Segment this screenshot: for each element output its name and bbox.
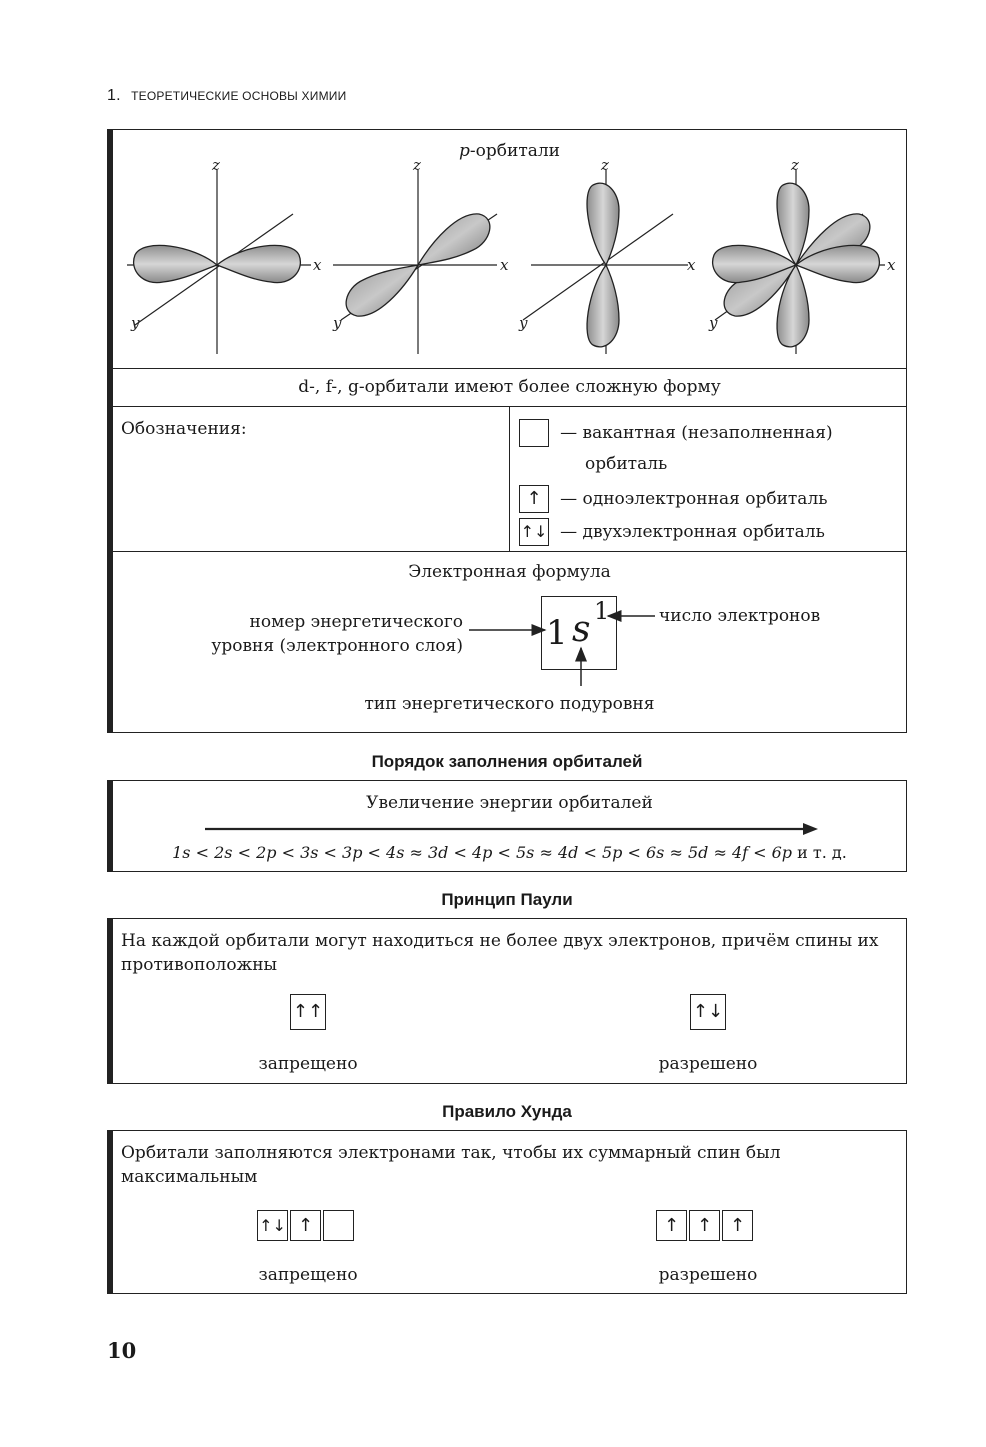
filling-heading: Порядок заполнения орбиталей (371, 752, 643, 771)
hund-forbidden-box: ↑↓ (257, 1210, 288, 1241)
filling-subtitle: Увеличение энергии орбиталей (366, 793, 653, 813)
pauli-allowed-box: ↑↓ (690, 994, 726, 1030)
page-number: 10 (107, 1338, 137, 1363)
axis-z-label: z (212, 156, 220, 174)
pauli-heading: Принцип Паули (441, 890, 573, 909)
axis-x-label: x (687, 256, 696, 274)
formula-coefficient: 1 (546, 613, 568, 653)
axis-y-label: y (333, 314, 342, 332)
hund-heading: Правило Хунда (442, 1102, 572, 1121)
formula-superscript: 1 (594, 597, 610, 625)
hund-panel (107, 1130, 907, 1294)
hund-allowed-boxes (656, 1210, 753, 1241)
formula-row (113, 552, 906, 731)
hund-allowed-box: ↑ (689, 1210, 720, 1241)
legend-divider (509, 407, 510, 551)
energy-arrow (113, 819, 905, 839)
legend-row (113, 407, 906, 552)
pauli-forbidden-label: запрещено (258, 1054, 358, 1074)
hund-forbidden-box: ↑ (290, 1210, 321, 1241)
hund-allowed-label: разрешено (658, 1265, 758, 1285)
legend-label: Обозначения: (121, 419, 247, 439)
count-label: число электронов (659, 606, 821, 626)
axis-x-label: x (887, 256, 896, 274)
filling-suffix: и т. д. (797, 843, 847, 862)
filling-sequence-line (113, 843, 906, 862)
chapter-number: 1. (107, 87, 121, 104)
legend-list (519, 419, 899, 551)
formula-letter: s (572, 609, 591, 650)
vacant-text-cont: орбиталь (585, 454, 668, 474)
pauli-text: На каждой орбитали могут находиться не более двух электронов, причём спины их противоположны (121, 931, 879, 975)
vacant-orbital-box (519, 419, 549, 447)
pauli-panel (107, 918, 907, 1084)
axis-y-label: y (709, 314, 718, 332)
axis-z-label: z (791, 156, 799, 174)
vacant-text: — вакантная (незаполненная) (560, 422, 833, 443)
single-orbital-box: ↑ (519, 485, 549, 513)
axis-x-label: x (313, 256, 322, 274)
hund-forbidden-box (323, 1210, 354, 1241)
axis-z-label: z (413, 156, 421, 174)
running-head (107, 87, 346, 105)
orbitals-panel (107, 129, 907, 733)
hund-allowed-box: ↑ (656, 1210, 687, 1241)
axis-y-label: y (519, 314, 528, 332)
filling-sequence: 1s < 2s < 2p < 3s < 3p < 4s ≈ 3d < 4p < 5s ≈ 4d < 5p < 6s ≈ 5d ≈ 4f < 6p (172, 843, 793, 862)
single-text: — одноэлектронная орбиталь (560, 488, 828, 509)
p-orbitals-title: p-орбитали (459, 141, 560, 161)
axis-y-label: y (131, 314, 140, 332)
p-orbitals-row (113, 130, 906, 369)
level-label: номер энергетического уровня (электронного слоя) (211, 612, 463, 656)
sublevel-label: тип энергетического подуровня (364, 694, 655, 714)
axis-x-label: x (500, 256, 509, 274)
double-text: — двухэлектронная орбиталь (560, 521, 825, 542)
dfg-note-row (113, 369, 906, 407)
hund-text: Орбитали заполняются электронами так, чтобы их суммарный спин был максимальным (121, 1143, 781, 1187)
hund-allowed-box: ↑ (722, 1210, 753, 1241)
chapter-title: ТЕОРЕТИЧЕСКИЕ ОСНОВЫ ХИМИИ (131, 89, 347, 103)
double-orbital-box: ↑↓ (519, 518, 549, 546)
hund-forbidden-label: запрещено (258, 1265, 358, 1285)
pauli-allowed-label: разрешено (658, 1054, 758, 1074)
dfg-note: d-, f-, g-орбитали имеют более сложную форму (298, 377, 721, 397)
filling-panel (107, 780, 907, 872)
formula-arrows (113, 552, 905, 731)
p-orbitals-diagram (113, 130, 905, 369)
axis-z-label: z (601, 156, 609, 174)
hund-forbidden-boxes (257, 1210, 354, 1241)
pauli-forbidden-box: ↑↑ (290, 994, 326, 1030)
formula-title: Электронная формула (408, 562, 611, 582)
